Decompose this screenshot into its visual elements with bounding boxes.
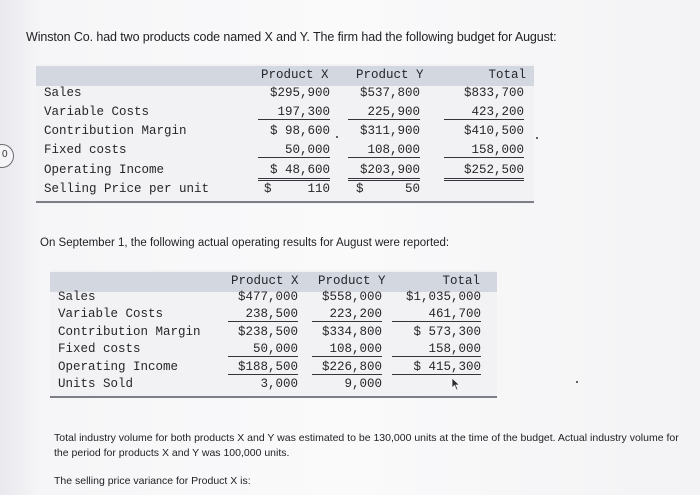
actual-label-contribution-margin: Contribution Margin — [58, 325, 201, 339]
mouse-cursor-icon — [451, 377, 461, 391]
actual-x-operating-income: $188,500 — [228, 360, 298, 375]
budget-x-contribution-margin: $ 98,600 — [269, 124, 330, 138]
budget-x-operating-income: $ 48,600 — [258, 163, 330, 181]
budget-x-variable-costs: 197,300 — [258, 105, 330, 120]
budget-x-price-sign: $ — [264, 182, 272, 196]
budget-y-variable-costs: 225,900 — [348, 105, 420, 120]
actual-total-variable-costs: 461,700 — [392, 307, 481, 322]
actual-header-product-x: Product X — [231, 274, 299, 288]
actual-x-units-sold: 3,000 — [260, 377, 298, 391]
actual-total-sales: $1,035,000 — [405, 290, 481, 304]
budget-total-variable-costs: 423,200 — [444, 105, 524, 120]
actual-results-intro: On September 1, the following actual operating results for August were reported: — [40, 237, 450, 249]
actual-total-contribution-margin: $ 573,300 — [413, 325, 481, 339]
budget-total-contribution-margin: $410,500 — [463, 124, 524, 138]
actual-y-units-sold: 9,000 — [344, 377, 382, 391]
budget-y-price: 50 — [404, 182, 420, 196]
budget-total-sales: $833,700 — [463, 86, 524, 100]
actual-label-units-sold: Units Sold — [58, 377, 134, 391]
budget-y-contribution-margin: $311,900 — [359, 124, 420, 138]
radio-option-label: 0 — [2, 149, 8, 160]
budget-header-product-y: Product Y — [356, 68, 424, 82]
budget-x-sales: $295,900 — [269, 86, 330, 100]
actual-y-fixed-costs: 108,000 — [312, 342, 382, 357]
budget-x-price: 110 — [307, 182, 330, 196]
budget-y-price-sign: $ — [356, 182, 364, 196]
actual-header-product-y: Product Y — [318, 274, 386, 288]
budget-label-selling-price: Selling Price per unit — [44, 182, 210, 196]
stray-mark — [576, 381, 578, 383]
actual-x-fixed-costs: 50,000 — [228, 342, 298, 357]
actual-y-sales: $558,000 — [321, 290, 382, 304]
budget-label-contribution-margin: Contribution Margin — [44, 124, 187, 138]
stray-mark — [336, 136, 338, 138]
actual-label-sales: Sales — [58, 290, 96, 304]
actual-y-variable-costs: 223,200 — [312, 307, 382, 322]
budget-header-product-x: Product X — [261, 68, 329, 82]
budget-label-fixed-costs: Fixed costs — [44, 143, 127, 157]
budget-label-sales: Sales — [44, 86, 82, 100]
budget-y-sales: $537,800 — [359, 86, 420, 100]
actual-label-operating-income: Operating Income — [58, 360, 179, 374]
budget-y-fixed-costs: 108,000 — [348, 143, 420, 158]
budget-label-variable-costs: Variable Costs — [44, 105, 150, 119]
budget-x-fixed-costs: 50,000 — [258, 143, 330, 158]
actual-label-fixed-costs: Fixed costs — [58, 342, 141, 356]
actual-bottom-rule — [50, 396, 497, 398]
actual-y-operating-income: $226,800 — [312, 360, 382, 375]
budget-total-fixed-costs: 158,000 — [444, 143, 524, 158]
actual-label-variable-costs: Variable Costs — [58, 307, 164, 321]
budget-y-operating-income: $203,900 — [348, 163, 420, 181]
stray-mark — [536, 137, 538, 139]
actual-x-sales: $477,000 — [237, 290, 298, 304]
actual-results-table — [50, 270, 497, 398]
question-prompt: The selling price variance for Product X is: — [54, 475, 251, 487]
actual-x-variable-costs: 238,500 — [228, 307, 298, 322]
budget-total-operating-income: $252,500 — [444, 163, 524, 181]
actual-total-operating-income: $ 415,300 — [392, 360, 481, 375]
actual-total-fixed-costs: 158,000 — [392, 342, 481, 357]
actual-y-contribution-margin: $334,800 — [321, 325, 382, 339]
industry-volume-note: Total industry volume for both products X and Y was estimated to be 130,000 units at the time of the budget. Actual industry volume for the period for products X and Y was 100,000 units. — [54, 432, 679, 459]
budget-bottom-rule — [36, 201, 534, 203]
budget-label-operating-income: Operating Income — [44, 163, 165, 177]
budget-table — [36, 64, 534, 204]
question-text: Winston Co. had two products code named X and Y. The firm had the following budget for August: — [26, 30, 557, 44]
budget-header-total: Total — [488, 68, 526, 82]
actual-x-contribution-margin: $238,500 — [237, 325, 298, 339]
actual-header-total: Total — [442, 274, 480, 288]
